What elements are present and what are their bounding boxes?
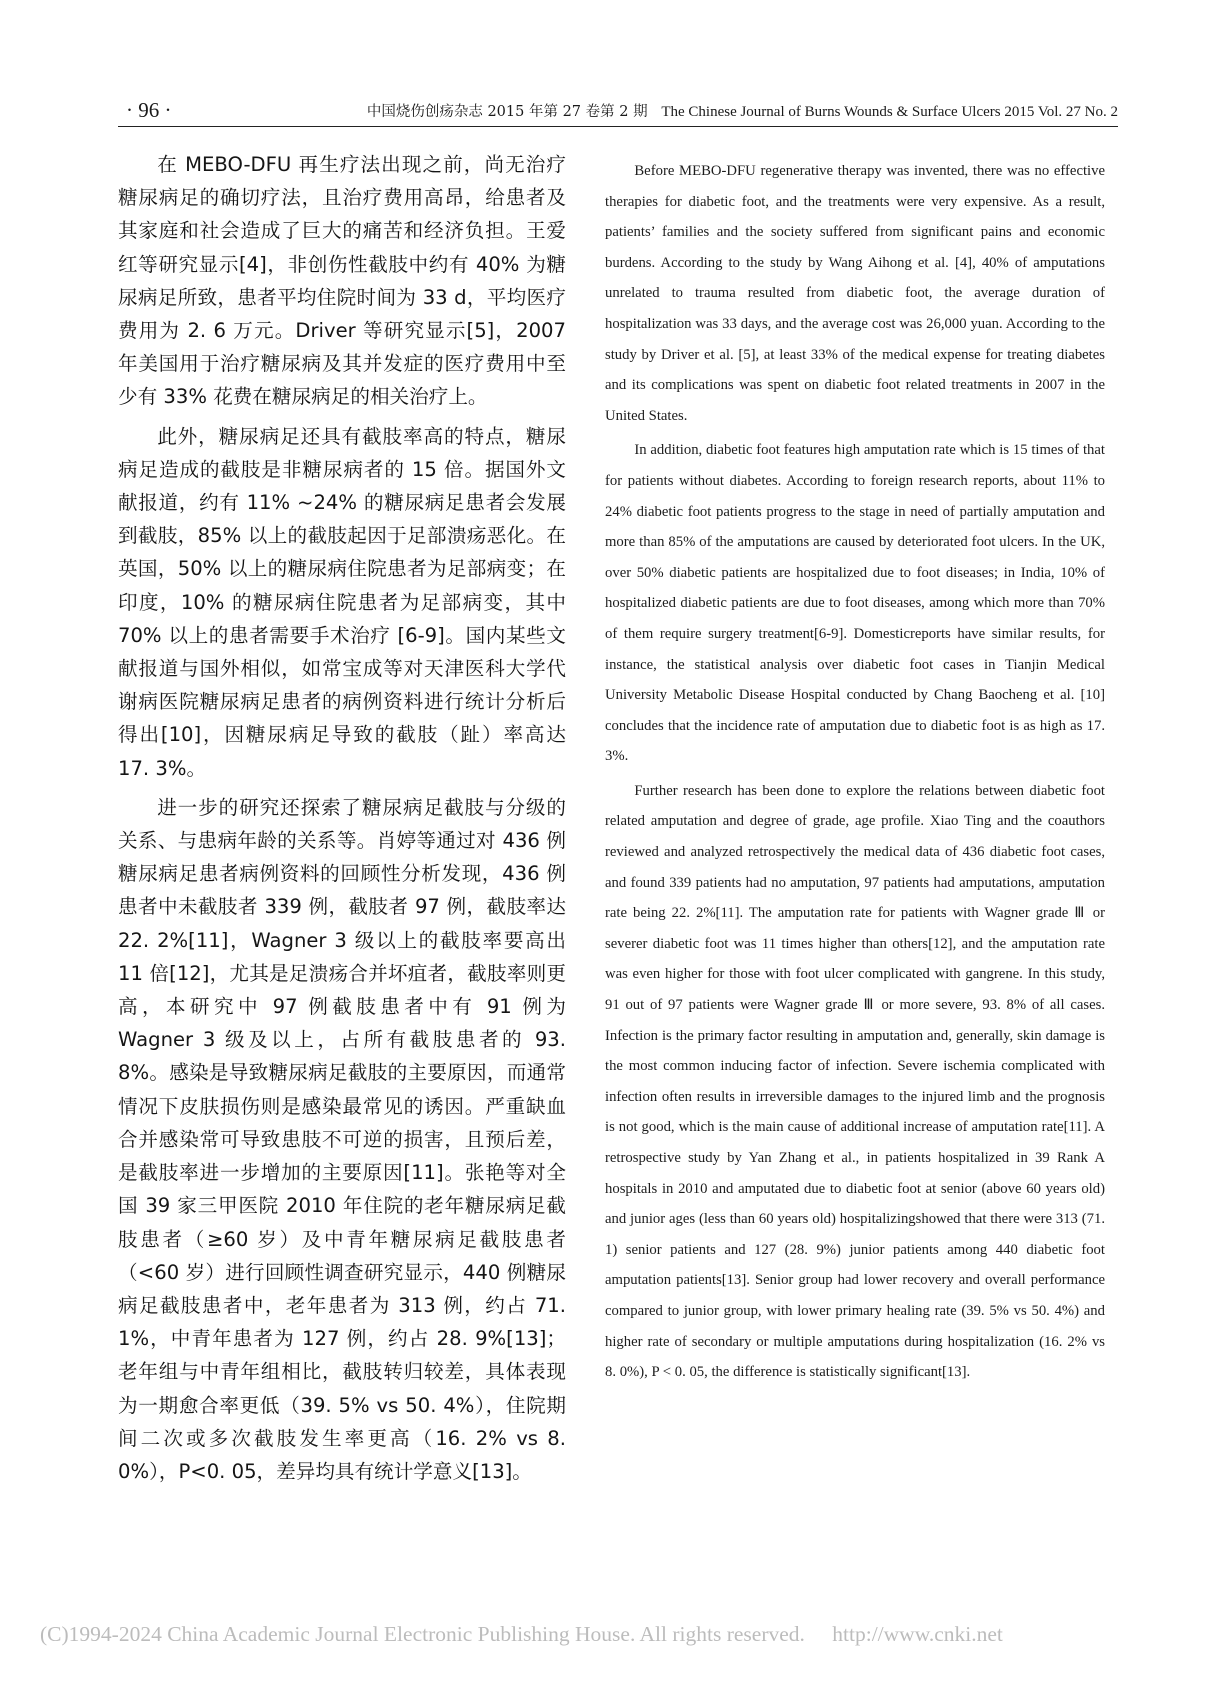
- copyright-footer: [40, 1622, 1180, 1647]
- cnki-link[interactable]: http://www.cnki.net: [832, 1622, 1003, 1646]
- paragraph-en-3: Further research has been done to explore the relations between diabetic foot related amputation and degree of grade, age profile. Xiao Ting and the coauthors reviewed and analyzed retrospectively the medical data of 436 diabetic foot cases, and found 339 patients had no amputation, 97 patients had amputations, amputation rate being 22. 2%[11]. The amputation rate for patients with Wagner grade Ⅲ or severer diabetic foot was 11 times higher than others[12], and the amputation rate was even higher for those with foot ulcer complicated with gangrene. In this study, 91 out of 97 patients were Wagner grade Ⅲ or more severe, 93. 8% of all cases. Infection is the primary factor resulting in amputation and, generally, skin damage is the most common inducing factor of infection. Severe ischemia complicated with infection often results in irreversible damages to the injured limb and the prognosis is not good, which is the main cause of additional increase of amputation rate[11]. A retrospective study by Yan Zhang et al., in patients hospitalized in 39 Rank A hospitals in 2010 and amputated due to diabetic foot at senior (above 60 years old) and junior ages (less than 60 years old) hospitalizingshowed that there were 313 (71. 1) senior patients and 127 (28. 9%) junior patients among 440 diabetic foot amputation patients[13]. Senior group had lower recovery and overall performance compared to junior group, with lower primary healing rate (39. 5% vs 50. 4%) and higher rate of secondary or multiple amputations during hospitalization (16. 2% vs 8. 0%), P < 0. 05, the difference is statistically significant[13].: [605, 782, 1105, 1381]
- journal-title-en: The Chinese Journal of Burns Wounds & Surface Ulcers 2015 Vol. 27 No. 2: [661, 104, 1118, 120]
- journal-title-cn: 中国烧伤创疡杂志 2015 年第 27 卷第 2 期: [366, 104, 648, 120]
- paragraph-en-2: In addition, diabetic foot features high amputation rate which is 15 times of that for patients without diabetes. According to foreign research reports, about 11% to 24% diabetic foot patients progress to the stage in need of partially amputation and more than 85% of the amputations are caused by deteriorated foot ulcers. In the UK, over 50% diabetic patients are hospitalized due to foot diseases; in India, 10% of hospitalized diabetic patients are due to foot diseases, among which more than 70% of them require surgery treatment[6-9]. Domesticreports have similar results, for instance, the statistical analysis over diabetic foot cases in Tianjin Medical University Metabolic Disease Hospital conducted by Chang Baocheng et al. [10] concludes that the incidence rate of amputation due to diabetic foot is as high as 17. 3%.: [605, 442, 1105, 765]
- paragraph-cn-2: 此外，糖尿病足还具有截肢率高的特点，糖尿病足造成的截肢是非糖尿病者的 15 倍。据国外文献报道，约有 11% ~24% 的糖尿病足患者会发展到截肢，85% 以上的截肢起因于足部溃疡恶化。在英国，50% 以上的糖尿病住院患者为足部病变；在印度，10% 的糖尿病住院患者为足部病变，其中 70% 以上的患者需要手术治疗 [6-9]。国内某些文献报道与国外相似，如常宝成等对天津医科大学代谢病医院糖尿病足患者的病例资料进行统计分析后得出[10]，因糖尿病足导致的截肢（趾）率高达 17. 3%。: [118, 424, 566, 780]
- copyright-text: (C)1994-2024 China Academic Journal Electronic Publishing House. All rights reserved.: [40, 1622, 805, 1646]
- english-column: [605, 156, 1105, 1392]
- paragraph-cn-3: 进一步的研究还探索了糖尿病足截肢与分级的关系、与患病年龄的关系等。肖婷等通过对 436 例糖尿病足患者病例资料的回顾性分析发现，436 例患者中未截肢者 339 例，截肢者 97 例，截肢率达 22. 2%[11]，Wagner 3 级以上的截肢率要高出 11 倍[12]，尤其是足溃疡合并坏疽者，截肢率则更高，本研究中 97 例截肢患者中有 91 例为 Wagner 3 级及以上，占所有截肢患者的 93. 8%。感染是导致糖尿病足截肢的主要原因，而通常情况下皮肤损伤则是感染最常见的诱因。严重缺血合并感染常可导致患肢不可逆的损害，且预后差，是截肢率进一步增加的主要原因[11]。张艳等对全国 39 家三甲医院 2010 年住院的老年糖尿病足截肢患者（≥60 岁）及中青年糖尿病足截肢患者（<60 岁）进行回顾性调查研究显示，440 例糖尿病足截肢患者中，老年患者为 313 例，约占 71. 1%，中青年患者为 127 例，约占 28. 9%[13]；老年组与中青年组相比，截肢转归较差，具体表现为一期愈合率更低（39. 5% vs 50. 4%），住院期间二次或多次截肢发生率更高（16. 2% vs 8. 0%），P<0. 05，差异均具有统计学意义[13]。: [118, 795, 566, 1483]
- running-header: [118, 96, 1118, 127]
- paragraph-cn-1: 在 MEBO-DFU 再生疗法出现之前，尚无治疗糖尿病足的确切疗法，且治疗费用高昂，给患者及其家庭和社会造成了巨大的痛苦和经济负担。王爱红等研究显示[4]，非创伤性截肢中约有 40% 为糖尿病足所致，患者平均住院时间为 33 d，平均医疗费用为 2. 6 万元。Driver 等研究显示[5]，2007 年美国用于治疗糖尿病及其并发症的医疗费用中至少有 33% 花费在糖尿病足的相关治疗上。: [118, 153, 566, 409]
- paragraph-en-1: Before MEBO-DFU regenerative therapy was invented, there was no effective therapies for diabetic foot, and the treatments were very expensive. As a result, patients’ families and the society suffered from significant pains and economic burdens. According to the study by Wang Aihong et al. [4], 40% of amputations unrelated to trauma resulted from diabetic foot, the average duration of hospitalization was 33 days, and the average cost was 26,000 yuan. According to the study by Driver et al. [5], at least 33% of the medical expense for treating diabetes and its complications was spent on diabetic foot related treatments in 2007 in the United States.: [605, 163, 1105, 424]
- page-number: · 96 ·: [126, 98, 172, 122]
- journal-citation: [367, 100, 1118, 121]
- chinese-column: [118, 148, 566, 1494]
